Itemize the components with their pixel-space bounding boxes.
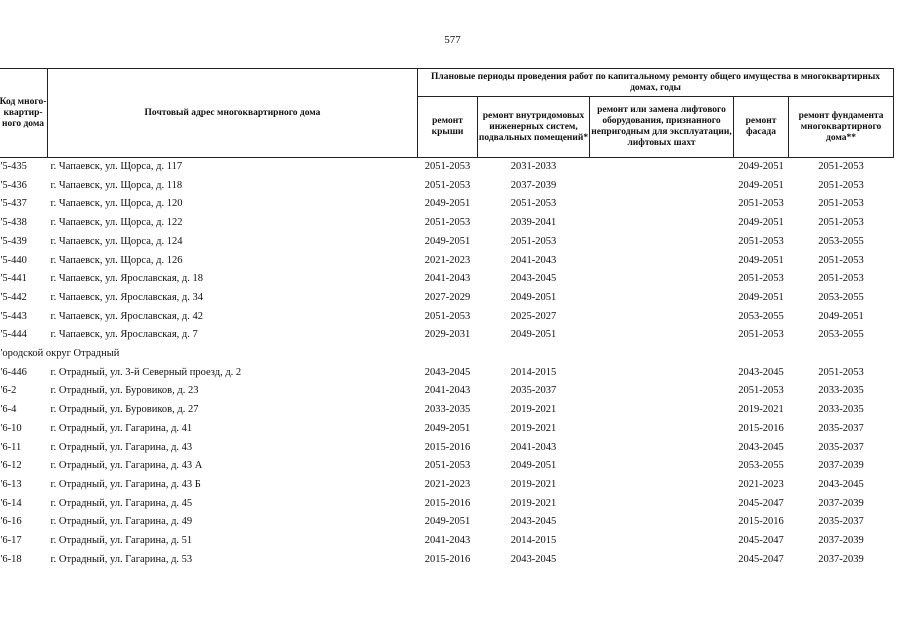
cell-code: '6-16 — [0, 516, 22, 528]
cell-facade: 2015-2016 — [738, 422, 784, 434]
cell-lift — [590, 270, 734, 289]
cell-code: '5-443 — [0, 310, 27, 322]
cell-engineering: 2031-2033 — [510, 161, 557, 172]
cell-address: г. Чапаевск, ул. Щорса, д. 124 — [50, 235, 183, 247]
cell-address: г. Отрадный, ул. Гагарина, д. 49 — [50, 516, 193, 528]
cell-code: '5-437 — [0, 198, 27, 210]
cell-facade: 2051-2053 — [738, 329, 784, 341]
cell-engineering: 2035-2037 — [510, 385, 557, 397]
header-engineering: ремонт внутридомовых инженерных систем, подвальных помещений* — [478, 97, 590, 158]
cell-lift — [590, 532, 734, 551]
cell-lift — [590, 551, 734, 570]
cell-code: '5-442 — [0, 291, 27, 303]
cell-address: г. Отрадный, ул. 3-й Северный проезд, д. 2 — [50, 366, 242, 378]
cell-code: '5-444 — [0, 329, 27, 341]
cell-facade: 2053-2055 — [738, 460, 784, 472]
cell-address: г. Отрадный, ул. Гагарина, д. 53 — [50, 553, 193, 565]
cell-engineering: 2039-2041 — [510, 217, 557, 229]
cell-address: г. Чапаевск, ул. Ярославская, д. 42 — [50, 310, 204, 322]
table-row — [0, 177, 894, 196]
header-lift: ремонт или замена лифтового оборудования, признанного непригодным для эксплуатации, лифтовых шахт — [590, 97, 734, 158]
cell-roof: 2021-2023 — [424, 478, 471, 490]
cell-lift — [590, 420, 734, 439]
cell-foundation: 2049-2051 — [818, 310, 864, 322]
cell-facade: 2051-2053 — [738, 385, 784, 397]
cell-roof: 2051-2053 — [424, 460, 471, 472]
header-foundation: ремонт фундамента многоквартирного дома** — [789, 97, 894, 158]
header-periods: Плановые периоды проведения работ по капитальному ремонту общего имущества в многоквартирных домах, годы — [418, 69, 894, 97]
table-row — [0, 326, 894, 345]
cell-code: '5-439 — [0, 235, 27, 247]
cell-code: '6-2 — [0, 385, 17, 397]
cell-address: г. Чапаевск, ул. Щорса, д. 122 — [50, 217, 183, 229]
cell-foundation: 2033-2035 — [818, 404, 864, 416]
cell-foundation: 2051-2053 — [818, 366, 864, 378]
cell-lift — [590, 513, 734, 532]
cell-code: '6-12 — [0, 460, 22, 472]
header-facade: ремонт фасада — [734, 97, 789, 158]
table-body — [0, 158, 894, 570]
cell-facade: 2051-2053 — [738, 273, 784, 285]
cell-lift — [590, 289, 734, 308]
cell-lift — [590, 476, 734, 495]
cell-roof: 2015-2016 — [424, 441, 471, 453]
cell-foundation: 2035-2037 — [818, 516, 864, 528]
cell-address: г. Чапаевск, ул. Щорса, д. 117 — [50, 161, 183, 172]
cell-code: '6-14 — [0, 497, 22, 509]
cell-foundation: 2037-2039 — [818, 460, 864, 472]
cell-roof: 2027-2029 — [424, 291, 471, 303]
cell-facade: 2049-2051 — [738, 179, 784, 191]
cell-foundation: 2037-2039 — [818, 497, 864, 509]
cell-facade: 2051-2053 — [738, 235, 784, 247]
cell-address: г. Отрадный, ул. Гагарина, д. 43 Б — [50, 478, 201, 490]
cell-engineering: 2019-2021 — [510, 497, 557, 509]
table-row — [0, 233, 894, 252]
cell-engineering: 2049-2051 — [510, 460, 557, 472]
cell-facade: 2015-2016 — [738, 516, 784, 528]
cell-code: '6-11 — [0, 441, 22, 453]
cell-roof: 2051-2053 — [424, 310, 471, 322]
cell-engineering: 2049-2051 — [510, 329, 557, 341]
cell-code: '5-435 — [0, 161, 27, 172]
cell-facade: 2045-2047 — [738, 535, 784, 547]
cell-engineering: 2014-2015 — [510, 535, 557, 547]
cell-address: г. Отрадный, ул. Гагарина, д. 41 — [50, 422, 193, 434]
table-row — [0, 420, 894, 439]
cell-address: г. Чапаевск, ул. Ярославская, д. 34 — [50, 291, 204, 303]
cell-roof: 2033-2035 — [424, 404, 471, 416]
cell-code: '5-441 — [0, 273, 27, 285]
cell-lift — [590, 401, 734, 420]
cell-address: г. Чапаевск, ул. Щорса, д. 118 — [50, 179, 183, 191]
cell-facade: 2045-2047 — [738, 553, 784, 565]
cell-lift — [590, 308, 734, 327]
cell-facade: 2049-2051 — [738, 217, 784, 229]
cell-roof: 2021-2023 — [424, 254, 471, 266]
cell-roof: 2049-2051 — [424, 198, 471, 210]
table-row — [0, 270, 894, 289]
cell-foundation: 2051-2053 — [818, 179, 864, 191]
cell-code: '5-436 — [0, 179, 27, 191]
cell-code: '6-13 — [0, 478, 22, 490]
cell-address: г. Чапаевск, ул. Щорса, д. 120 — [50, 198, 183, 210]
header-roof: ремонт крыши — [418, 97, 478, 158]
table-row — [0, 252, 894, 271]
cell-address: г. Чапаевск, ул. Щорса, д. 126 — [50, 254, 183, 266]
table-row — [0, 308, 894, 327]
cell-engineering: 2041-2043 — [510, 254, 557, 266]
cell-foundation: 2035-2037 — [818, 441, 864, 453]
cell-roof: 2041-2043 — [424, 385, 471, 397]
cell-address: г. Отрадный, ул. Буровиков, д. 23 — [50, 385, 199, 397]
section-title: 'ородской округ Отрадный — [0, 348, 120, 360]
cell-lift — [590, 252, 734, 271]
cell-foundation: 2037-2039 — [818, 553, 864, 565]
cell-address: г. Чапаевск, ул. Ярославская, д. 7 — [50, 329, 198, 341]
cell-address: г. Отрадный, ул. Буровиков, д. 27 — [50, 404, 199, 416]
cell-roof: 2041-2043 — [424, 535, 471, 547]
cell-roof: 2051-2053 — [424, 179, 471, 191]
table-row — [0, 532, 894, 551]
cell-engineering: 2019-2021 — [510, 478, 557, 490]
table-row — [0, 551, 894, 570]
cell-address: г. Отрадный, ул. Гагарина, д. 45 — [50, 497, 193, 509]
cell-code: '5-438 — [0, 217, 27, 229]
cell-lift — [590, 382, 734, 401]
cell-roof: 2015-2016 — [424, 497, 471, 509]
table-row — [0, 495, 894, 514]
cell-foundation: 2043-2045 — [818, 478, 864, 490]
cell-engineering: 2019-2021 — [510, 404, 557, 416]
section-row — [0, 345, 894, 364]
cell-engineering: 2019-2021 — [510, 422, 557, 434]
cell-code: '6-4 — [0, 404, 17, 416]
cell-engineering: 2037-2039 — [510, 179, 557, 191]
cell-roof: 2049-2051 — [424, 516, 471, 528]
table-row — [0, 195, 894, 214]
table-row — [0, 401, 894, 420]
cell-facade: 2051-2053 — [738, 198, 784, 210]
cell-foundation: 2051-2053 — [818, 254, 864, 266]
cell-engineering: 2025-2027 — [510, 310, 557, 322]
cell-engineering: 2014-2015 — [510, 366, 557, 378]
cell-lift — [590, 495, 734, 514]
cell-facade: 2045-2047 — [738, 497, 784, 509]
cell-foundation: 2051-2053 — [818, 217, 864, 229]
table-row — [0, 439, 894, 458]
cell-lift — [590, 326, 734, 345]
cell-address: г. Отрадный, ул. Гагарина, д. 43 А — [50, 460, 203, 472]
cell-lift — [590, 364, 734, 383]
cell-lift — [590, 195, 734, 214]
cell-code: '6-10 — [0, 422, 22, 434]
cell-lift — [590, 233, 734, 252]
header-code: Код много-квартир-ного дома — [0, 69, 48, 158]
cell-lift — [590, 177, 734, 196]
cell-foundation: 2051-2053 — [818, 198, 864, 210]
page-number: 577 — [444, 34, 461, 46]
cell-lift — [590, 457, 734, 476]
cell-engineering: 2049-2051 — [510, 291, 557, 303]
cell-foundation: 2051-2053 — [818, 161, 864, 172]
cell-roof: 2049-2051 — [424, 235, 471, 247]
cell-roof: 2051-2053 — [424, 217, 471, 229]
table-row — [0, 214, 894, 233]
cell-foundation: 2053-2055 — [818, 291, 864, 303]
cell-foundation: 2053-2055 — [818, 329, 864, 341]
cell-code: '6-446 — [0, 366, 27, 378]
cell-roof: 2051-2053 — [424, 161, 471, 172]
cell-lift — [590, 214, 734, 233]
cell-facade: 2043-2045 — [738, 366, 784, 378]
cell-engineering: 2043-2045 — [510, 273, 557, 285]
repair-schedule-table — [0, 68, 894, 569]
cell-address: г. Чапаевск, ул. Ярославская, д. 18 — [50, 273, 204, 285]
table-row — [0, 289, 894, 308]
cell-lift — [590, 158, 734, 177]
cell-roof: 2043-2045 — [424, 366, 471, 378]
cell-facade: 2053-2055 — [738, 310, 784, 322]
cell-foundation: 2053-2055 — [818, 235, 864, 247]
cell-lift — [590, 439, 734, 458]
cell-roof: 2049-2051 — [424, 422, 471, 434]
table-row — [0, 457, 894, 476]
cell-facade: 2021-2023 — [738, 478, 784, 490]
cell-foundation: 2033-2035 — [818, 385, 864, 397]
table-header — [0, 69, 894, 158]
cell-address: г. Отрадный, ул. Гагарина, д. 43 — [50, 441, 193, 453]
cell-code: '6-17 — [0, 535, 22, 547]
cell-facade: 2043-2045 — [738, 441, 784, 453]
cell-foundation: 2051-2053 — [818, 273, 864, 285]
cell-engineering: 2043-2045 — [510, 516, 557, 528]
header-address: Почтовый адрес многоквартирного дома — [48, 69, 418, 158]
table-row — [0, 476, 894, 495]
table-row — [0, 513, 894, 532]
table-row — [0, 158, 894, 177]
cell-code: '5-440 — [0, 254, 27, 266]
cell-foundation: 2037-2039 — [818, 535, 864, 547]
cell-roof: 2029-2031 — [424, 329, 471, 341]
cell-code: '6-18 — [0, 553, 22, 565]
cell-facade: 2049-2051 — [738, 254, 784, 266]
cell-roof: 2041-2043 — [424, 273, 471, 285]
cell-facade: 2049-2051 — [738, 291, 784, 303]
cell-engineering: 2043-2045 — [510, 553, 557, 565]
cell-address: г. Отрадный, ул. Гагарина, д. 51 — [50, 535, 193, 547]
table-row — [0, 364, 894, 383]
cell-facade: 2049-2051 — [738, 161, 784, 172]
cell-roof: 2015-2016 — [424, 553, 471, 565]
cell-engineering: 2041-2043 — [510, 441, 557, 453]
cell-engineering: 2051-2053 — [510, 198, 557, 210]
cell-engineering: 2051-2053 — [510, 235, 557, 247]
cell-facade: 2019-2021 — [738, 404, 784, 416]
cell-foundation: 2035-2037 — [818, 422, 864, 434]
table-row — [0, 382, 894, 401]
document-table-container — [0, 68, 893, 569]
